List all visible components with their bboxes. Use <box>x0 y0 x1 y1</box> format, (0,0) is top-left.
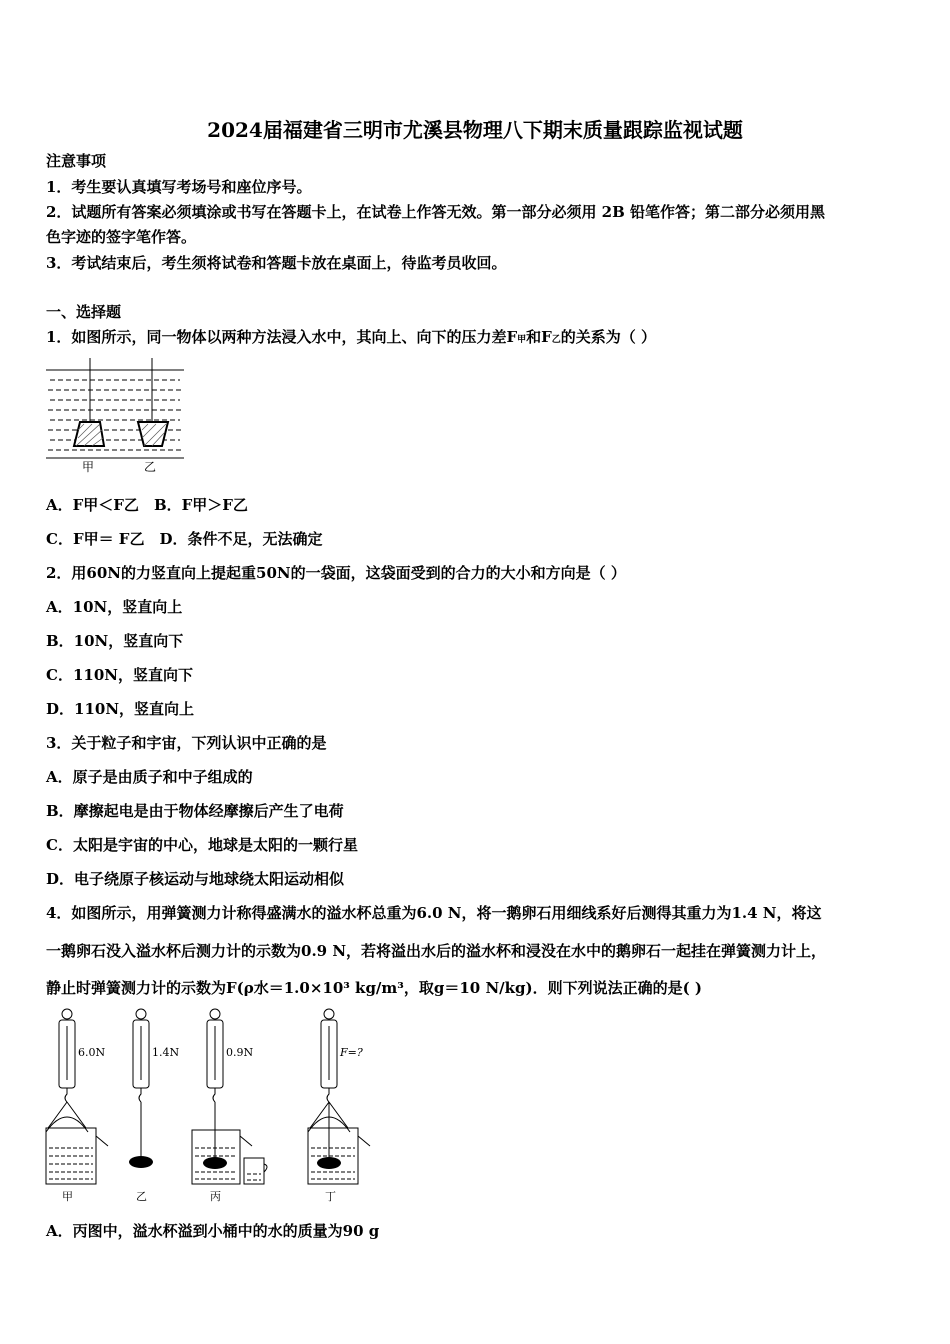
fig-label: 丁 <box>325 1190 336 1203</box>
q2-option: B．10N，竖直向下 <box>46 632 184 650</box>
fig-label: 丙 <box>210 1190 221 1203</box>
q1-sub: 甲 <box>517 335 527 345</box>
q2-option: C．110N，竖直向下 <box>46 666 193 684</box>
notice-item: 1．考生要认真填写考场号和座位序号。 <box>46 178 312 196</box>
q3-option: A．原子是由质子和中子组成的 <box>46 768 253 786</box>
notice-item: 色字迹的签字笔作答。 <box>46 228 197 246</box>
q1-text: 和F <box>526 328 552 346</box>
q3-option: C．太阳是宇宙的中心，地球是太阳的一颗行星 <box>46 836 358 854</box>
fig-label: 甲 <box>82 460 95 474</box>
fig-label: 乙 <box>144 460 157 474</box>
q4-stem-line: 一鹅卵石没入溢水杯后测力计的示数为0.9 N，若将溢出水后的溢水杯和浸没在水中的鹅卵石一起挂在弹簧测力计上， <box>46 942 827 960</box>
notice-item: 3．考试结束后，考生须将试卷和答题卡放在桌面上，待监考员收回。 <box>46 254 507 272</box>
section-heading: 一、选择题 <box>46 303 122 321</box>
q1-figure <box>44 358 186 476</box>
notice-item: 2．试题所有答案必须填涂或书写在答题卡上，在试卷上作答无效。第一部分必须用 2B 铅笔作答；第二部分必须用黑 <box>46 203 826 221</box>
q4-stem-line: 4．如图所示，用弹簧测力计称得盛满水的溢水杯总重为6.0 N，将一鹅卵石用细线系好后测得其重力为1.4 N，将这 <box>46 904 822 922</box>
q2-stem: 2．用60N的力竖直向上提起重50N的一袋面，这袋面受到的合力的大小和方向是（ ） <box>46 564 626 582</box>
q3-option: D．电子绕原子核运动与地球绕太阳运动相似 <box>46 870 345 888</box>
q2-option: A．10N，竖直向上 <box>46 598 183 616</box>
q2-option: D．110N，竖直向上 <box>46 700 195 718</box>
q4-option: A．丙图中，溢水杯溢到小桶中的水的质量为90 g <box>46 1222 380 1240</box>
q3-stem: 3．关于粒子和宇宙，下列认识中正确的是 <box>46 734 327 752</box>
q3-option: B．摩擦起电是由于物体经摩擦后产生了电荷 <box>46 802 344 820</box>
q1-sub: 乙 <box>551 335 561 345</box>
gauge-reading: F=? <box>340 1046 363 1059</box>
fig-label: 乙 <box>136 1190 147 1203</box>
q1-options-cd: C．F甲＝ F乙 D．条件不足，无法确定 <box>46 530 323 548</box>
pebble-icon <box>203 1157 227 1169</box>
gauge-reading: 1.4N <box>152 1046 180 1059</box>
q1-stem <box>46 328 656 349</box>
page-title: 2024届福建省三明市尤溪县物理八下期末质量跟踪监视试题 <box>207 118 743 142</box>
pebble-icon <box>129 1156 153 1168</box>
q4-figure <box>40 1008 390 1208</box>
q4-stem-line: 静止时弹簧测力计的示数为F(ρ水＝1.0×10³ kg/m³，取g＝10 N/kg)．则下列说法正确的是( ) <box>46 979 703 997</box>
gauge-reading: 6.0N <box>78 1046 106 1059</box>
q1-text: 1．如图所示，同一物体以两种方法浸入水中，其向上、向下的压力差F <box>46 328 518 346</box>
pebble-icon <box>317 1157 341 1169</box>
fig-label: 甲 <box>62 1190 73 1203</box>
notice-heading: 注意事项 <box>46 152 107 170</box>
q1-options-ab: A．F甲＜F乙 B．F甲＞F乙 <box>46 496 248 514</box>
q1-text: 的关系为（ ） <box>560 328 657 346</box>
gauge-reading: 0.9N <box>226 1046 254 1059</box>
